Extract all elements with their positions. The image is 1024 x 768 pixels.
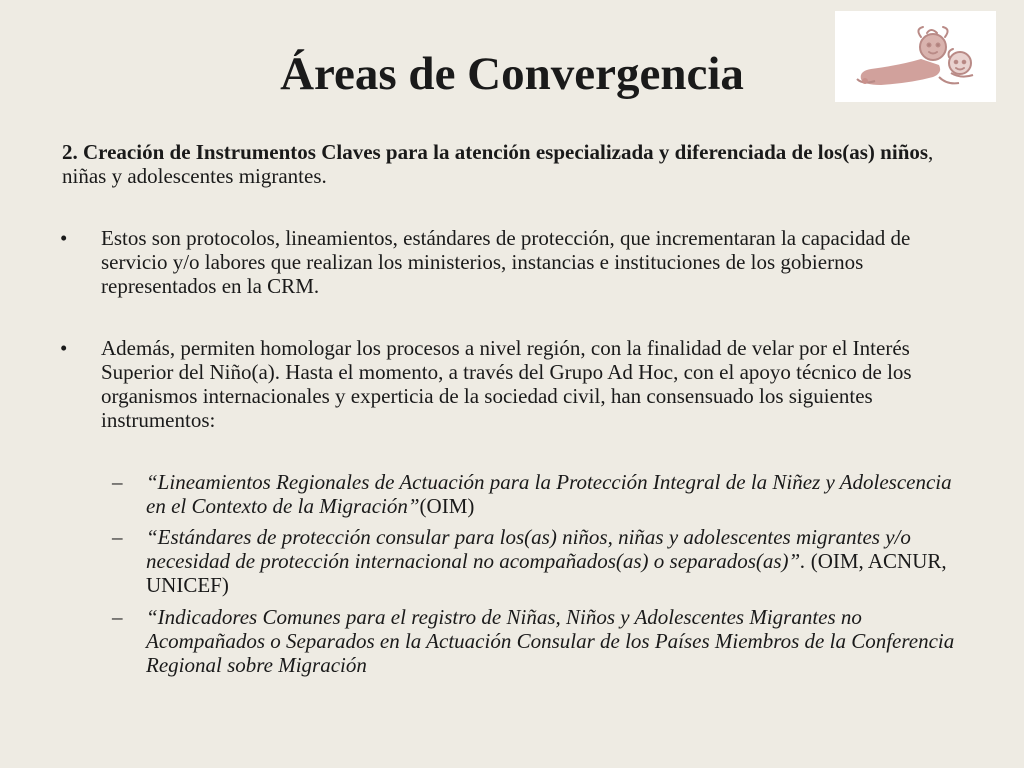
lead-normal-text: , niñas y adolescentes migrantes.	[62, 140, 934, 188]
bullet-mark: •	[60, 336, 68, 360]
dash-mark: –	[112, 605, 123, 629]
bullet-text: Estos son protocolos, lineamientos, estándares de protección, que incrementaran la capacidad de servicio y/o labores que realizan los ministerios, instancias e instituciones de los gobiernos representados en la CRM.	[101, 226, 911, 298]
sub-item	[112, 525, 962, 597]
bullet-text: Además, permiten homologar los procesos a nivel región, con la finalidad de velar por el Interés Superior del Niño(a). Hasta el momento, a través del Grupo Ad Hoc, con el apoyo técnico de los organismos internacionales y experticia de la sociedad civil, han consensuado los siguientes instrumentos:	[101, 336, 912, 432]
dash-mark: –	[112, 470, 123, 494]
dash-mark: –	[112, 525, 123, 549]
slide-title: Áreas de Convergencia	[280, 48, 744, 100]
children-drawing-icon	[835, 11, 996, 102]
sub-item-italic-text: “Estándares de protección consular para los(as) niños, niñas y adolescentes migrantes y/o necesidad de protección internacional no acompañados(as) o separados(as)”.	[146, 525, 911, 573]
sub-item-italic-text: “Indicadores Comunes para el registro de Niñas, Niños y Adolescentes Migrantes no Acompañados o Separados en la Actuación Consular de los Países Miembros de la Conferencia Regional sobre Migración	[146, 605, 955, 677]
sub-item-normal-text: (OIM, ACNUR, UNICEF)	[146, 549, 947, 597]
sub-item	[112, 470, 962, 518]
bullet-mark: •	[60, 226, 68, 250]
bullet-item	[60, 336, 965, 432]
sub-item-italic-text: “Lineamientos Regionales de Actuación para la Protección Integral de la Niñez y Adolescencia en el Contexto de la Migración”	[146, 470, 952, 518]
sub-item	[112, 605, 962, 677]
lead-bold-text: 2. Creación de Instrumentos Claves para la atención especializada y diferenciada de los(as) niños	[62, 140, 929, 164]
bullet-item	[60, 226, 965, 298]
lead-paragraph	[62, 140, 962, 188]
sub-item-normal-text: (OIM)	[419, 494, 475, 518]
